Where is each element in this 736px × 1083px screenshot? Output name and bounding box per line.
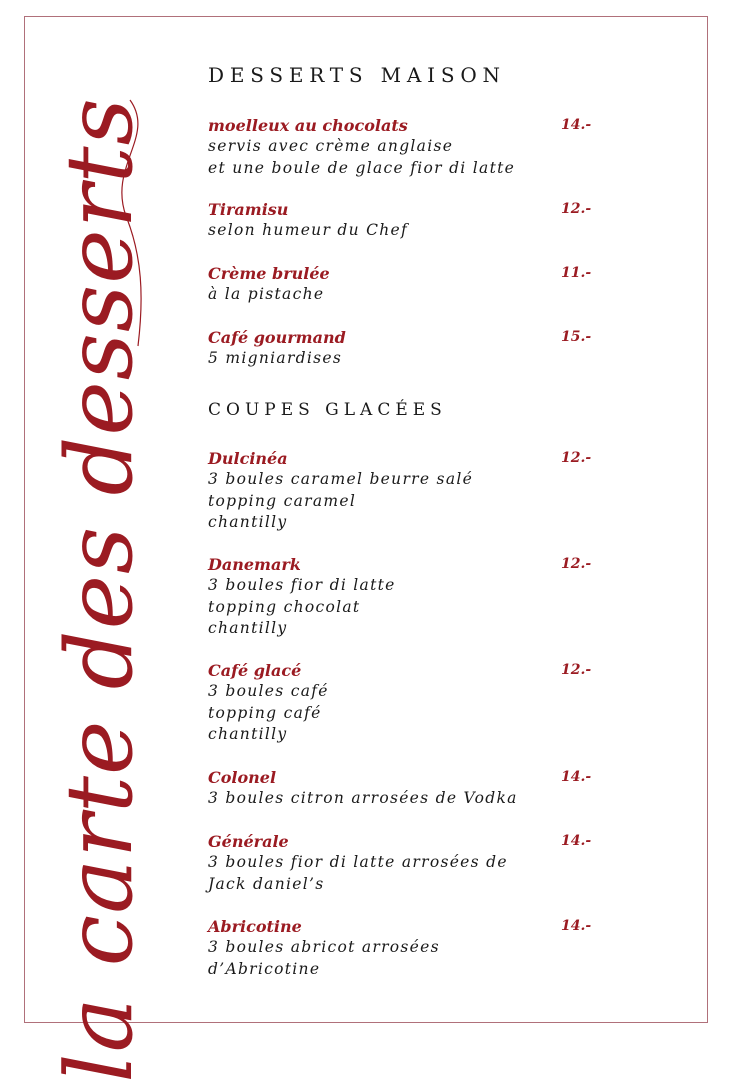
item-name: Abricotine xyxy=(208,917,302,936)
item-price: 15.- xyxy=(561,329,592,345)
item-description xyxy=(208,136,515,179)
description-line: d’Abricotine xyxy=(208,959,321,978)
item-description xyxy=(208,575,396,640)
item-name: Dulcinéa xyxy=(208,449,288,468)
item-name: Café gourmand xyxy=(208,328,346,347)
item-price: 14.- xyxy=(561,769,592,785)
description-line: chantilly xyxy=(208,619,288,637)
section-title-coupes-glacees: COUPES GLACÉES xyxy=(208,400,447,420)
description-line: 3 boules fior di latte arrosées de xyxy=(208,853,508,871)
description-line: selon humeur du Chef xyxy=(208,221,409,239)
side-title: la carte des desserts xyxy=(46,97,153,1083)
description-line: Jack daniel’s xyxy=(208,874,325,893)
description-line: 3 boules citron arrosées de Vodka xyxy=(208,789,518,807)
item-description xyxy=(208,852,508,895)
description-line: 3 boules café xyxy=(208,682,329,700)
description-line: 3 boules caramel beurre salé xyxy=(208,470,474,488)
item-description xyxy=(208,788,518,810)
item-description xyxy=(208,937,440,980)
item-description xyxy=(208,220,408,242)
description-line: chantilly xyxy=(208,513,288,531)
item-description xyxy=(208,284,324,306)
description-line: topping chocolat xyxy=(208,597,361,616)
item-name: Danemark xyxy=(208,555,301,574)
item-price: 11.- xyxy=(561,265,592,281)
item-price: 12.- xyxy=(561,201,592,217)
item-description xyxy=(208,469,473,534)
item-name: Générale xyxy=(208,832,289,851)
description-line: 5 migniardises xyxy=(208,349,343,367)
item-description xyxy=(208,681,329,746)
item-price: 12.- xyxy=(561,662,592,678)
item-name: Crème brulée xyxy=(208,264,330,283)
item-price: 12.- xyxy=(561,556,592,572)
description-line: et une boule de glace fior di latte xyxy=(208,158,516,177)
item-name: Colonel xyxy=(208,768,277,787)
item-price: 12.- xyxy=(561,450,592,466)
item-price: 14.- xyxy=(561,117,592,133)
description-line: topping café xyxy=(208,703,322,722)
item-price: 14.- xyxy=(561,918,592,934)
description-line: 3 boules abricot arrosées xyxy=(208,938,440,956)
item-name: Tiramisu xyxy=(208,200,289,219)
description-line: topping caramel xyxy=(208,491,357,510)
item-price: 14.- xyxy=(561,833,592,849)
description-line: chantilly xyxy=(208,725,288,743)
item-name: moelleux au chocolats xyxy=(208,116,408,135)
description-line: à la pistache xyxy=(208,285,325,303)
section-title-desserts-maison: DESSERTS MAISON xyxy=(208,63,506,87)
item-name: Café glacé xyxy=(208,661,302,680)
description-line: 3 boules fior di latte xyxy=(208,576,396,594)
item-description xyxy=(208,348,342,370)
description-line: servis avec crème anglaise xyxy=(208,137,454,155)
